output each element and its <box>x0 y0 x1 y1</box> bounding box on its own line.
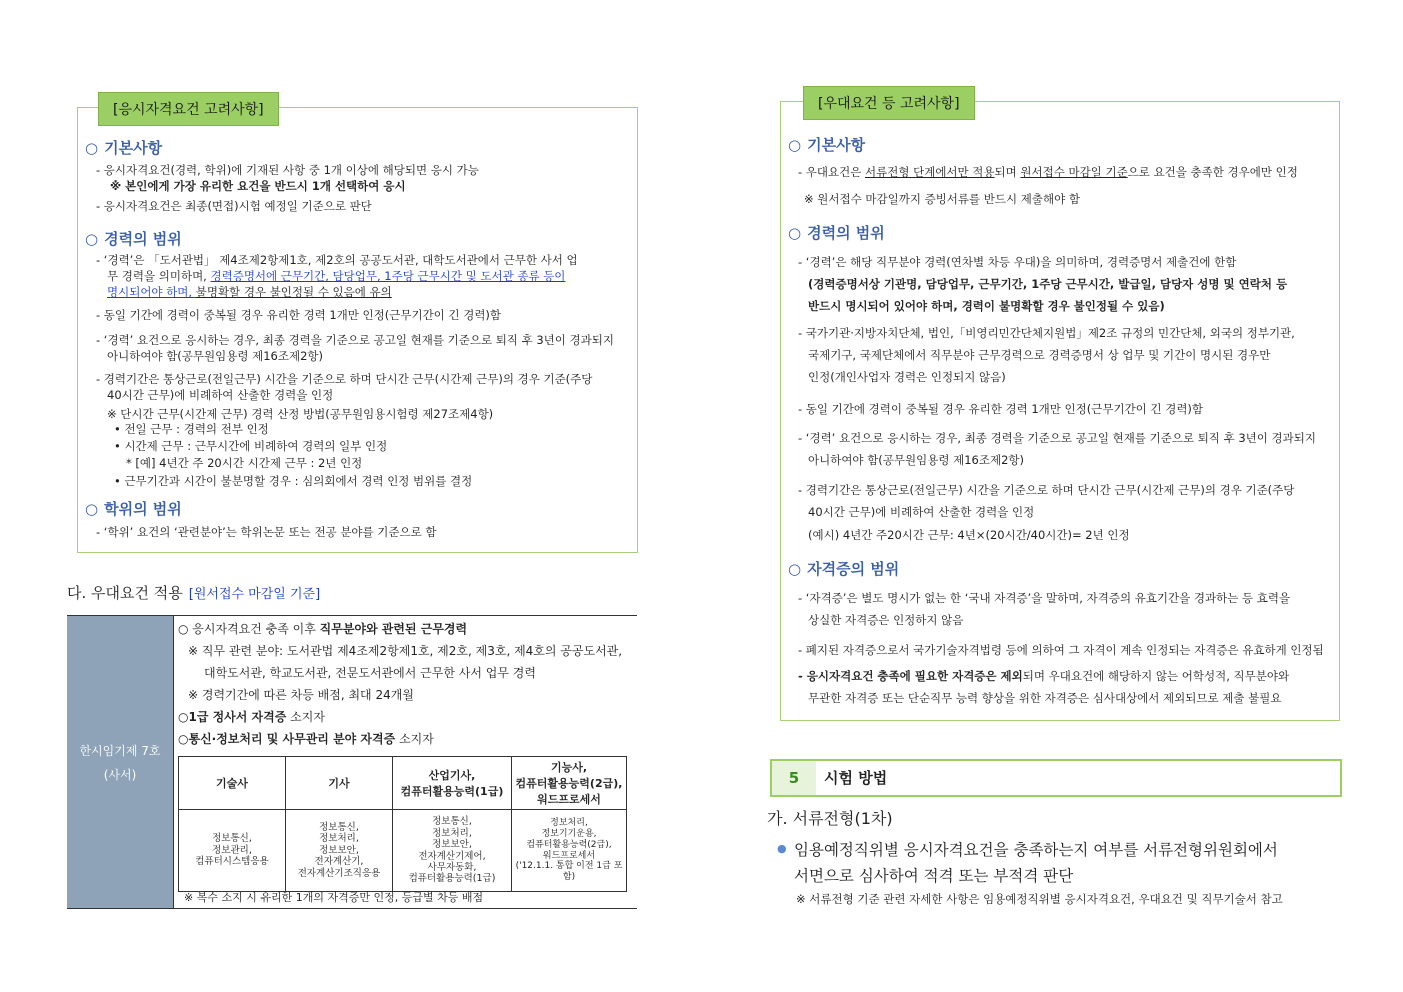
right-s2-line4: - 국가기관·지방자치단체, 법인,「비영리민간단체지원법」제2조 규정의 민간단체, 외국의 정부기관, <box>798 326 1295 340</box>
right-box-tag: [우대요건 등 고려사항] <box>803 86 975 120</box>
left-s2-line3a: - ‘경력’ 요건으로 응시하는 경우, 최종 경력을 기준으로 공고일 현재를 기준으로 퇴직 후 3년이 경과되지 <box>96 333 614 347</box>
circle-icon: ○ <box>85 500 99 518</box>
bold-text: ○통신·정보처리 및 사무관리 분야 자격증 <box>178 732 396 746</box>
left-s2-line6: • 전일 근무 : 경력의 전부 인정 <box>114 422 269 436</box>
right-s1-line1 <box>798 164 1298 180</box>
section-title-text: 자격증의 범위 <box>807 560 900 578</box>
circle-icon: ○ <box>85 139 99 157</box>
certificate-table <box>178 756 627 892</box>
left-s2-line1a: - ‘경력’은 「도서관법」 제4조제2항제1호, 제2호의 공공도서관, 대학도서관에서 근무한 사서 업 <box>96 253 578 267</box>
right-s2-line5: 국제기구, 국제단체에서 직무분야 근무경력으로 경력증명서 상 업무 및 기간이 명시된 경우만 <box>808 348 1271 362</box>
cert-header-2: 기사 <box>286 757 393 810</box>
left-section-basic-title <box>85 137 162 158</box>
left-s2-line9: • 근무기간과 시간이 불분명할 경우 : 심의회에서 경력 인정 범위를 결정 <box>114 474 473 488</box>
pref-line6 <box>178 730 434 747</box>
text: 무 경력을 의미하며, <box>107 269 211 283</box>
section-title-text: 경력의 범위 <box>104 230 182 248</box>
certificate-table-body-row <box>179 810 627 892</box>
highlight-text: 명시되어야 하며, <box>107 285 196 299</box>
right-s2-line11: 40시간 근무)에 비례하여 산출한 경력을 인정 <box>808 505 1035 519</box>
right-s2-line2: (경력증명서상 기관명, 담당업무, 근무기간, 1주당 근무시간, 발급일, 담당자 성명 및 연락처 등 <box>808 277 1288 291</box>
text: 소지자 <box>286 710 325 724</box>
right-s3-line4 <box>798 668 1289 684</box>
right-s3-line5: 무관한 자격증 또는 단순직무 능력 향상을 위한 자격증은 심사대상에서 제외되므로 제출 불필요 <box>808 691 1282 705</box>
text: 으로 요건을 충족한 경우에만 인정 <box>1127 165 1298 179</box>
pref-line4: ※ 경력기간에 따른 차등 배점, 최대 24개월 <box>188 688 414 702</box>
right-s3-line3: - 폐지된 자격증으로서 국가기술자격법령 등에 의하여 그 자격이 계속 인정되는 자격증은 유효하게 인정됨 <box>798 643 1324 657</box>
right-s2-line8: - ‘경력’ 요건으로 응시하는 경우, 최종 경력을 기준으로 공고일 현재를 기준으로 퇴직 후 3년이 경과되지 <box>798 431 1316 445</box>
text: 되며 <box>994 165 1021 179</box>
underlined-text: 서류전형 단계에서만 적용 <box>865 165 995 179</box>
cert-header-1: 기술사 <box>179 757 286 810</box>
left-section-degree-title <box>85 498 182 519</box>
left-s1-line2: ※ 본인에게 가장 유리한 요건을 반드시 1개 선택하여 응시 <box>110 179 406 193</box>
underlined-text: 불명확할 경우 불인정될 수 있음에 유의 <box>195 285 392 299</box>
heading-text: 다. 우대요건 적용 <box>67 584 183 602</box>
circle-icon: ○ <box>788 224 802 242</box>
left-s2-line4b: 40시간 근무)에 비례하여 산출한 경력을 인정 <box>107 388 334 402</box>
left-s2-line8: * [예] 4년간 주 20시간 시간제 근무 : 2년 인정 <box>126 456 363 470</box>
section5-subheading: 가. 서류전형(1차) <box>767 809 893 828</box>
left-box-tag: [응시자격요건 고려사항] <box>98 92 279 126</box>
row-label-line2: (사서) <box>103 768 137 782</box>
preferred-heading <box>67 582 320 603</box>
left-s2-line1b <box>107 268 565 284</box>
certificate-table-header-row <box>179 757 627 810</box>
row-label-line1: 한시임기제 7호 <box>79 744 161 758</box>
left-s2-line1c <box>107 284 392 300</box>
section-title-text: 경력의 범위 <box>807 224 885 242</box>
pref-line2: ※ 직무 관련 분야: 도서관법 제4조제2항제1호, 제2호, 제3호, 제4호의 공공도서관, <box>188 644 623 658</box>
right-s2-line9: 아니하여야 함(공무원임용령 제16조제2항) <box>808 453 1024 467</box>
section-title-text: 기본사항 <box>104 139 163 157</box>
text: ○ 응시자격요건 충족 이후 <box>178 622 320 636</box>
pref-note: ※ 복수 소지 시 유리한 1개의 자격증만 인정, 등급별 차등 배점 <box>184 891 484 904</box>
preferred-frame-bottom <box>67 908 637 909</box>
right-section-cert-title <box>788 558 899 579</box>
section5-bullet-line2: 서면으로 심사하여 적격 또는 부적격 판단 <box>794 867 1074 885</box>
text: 소지자 <box>395 732 434 746</box>
pref-line1 <box>178 620 467 637</box>
left-s2-line4a: - 경력기간은 통상근로(전일근무) 시간을 기준으로 하며 단시간 근무(시간제 근무)의 경우 기준(주당 <box>96 372 593 386</box>
right-section-career-title <box>788 222 885 243</box>
right-s1-line2: ※ 원서접수 마감일까지 증빙서류를 반드시 제출해야 함 <box>804 192 1080 206</box>
right-s2-line3: 반드시 명시되어 있어야 하며, 경력이 불명확할 경우 불인정될 수 있음) <box>808 299 1165 313</box>
highlight-text: 경력증명서에 근무기간, 담당업무, 1주당 근무시간 및 도서관 종류 등이 <box>210 269 566 283</box>
section-title-text: 학위의 범위 <box>104 500 182 518</box>
left-s2-line3b: 아니하여야 함(공무원임용령 제16조제2항) <box>107 349 323 363</box>
text: 되며 우대요건에 해당하지 않는 어학성적, 직무분야와 <box>1022 669 1290 683</box>
section5-note: ※ 서류전형 기준 관련 자세한 사항은 임용예정직위별 응시자격요건, 우대요건 및 직무기술서 참고 <box>796 892 1283 906</box>
circle-icon: ○ <box>788 560 802 578</box>
right-s2-line7: - 동일 기간에 경력이 중복될 경우 유리한 경력 1개만 인정(근무기간이 긴 경력)함 <box>798 402 1204 416</box>
bullet-icon: ● <box>777 842 787 855</box>
bold-text: - 응시자격요건 충족에 필요한 자격증은 제외 <box>798 669 1023 683</box>
heading-sub: [원서접수 마감일 기준] <box>188 587 321 602</box>
right-section-basic-title <box>788 134 865 155</box>
section5-bar <box>770 759 1342 797</box>
cert-cell-2: 정보통신, 정보처리, 정보보안, 전자계산기, 전자계산기조직응용 <box>286 810 393 892</box>
section5-bullet-line1: 임용예정직위별 응시자격요건을 충족하는지 여부를 서류전형위원회에서 <box>794 841 1278 859</box>
circle-icon: ○ <box>85 230 99 248</box>
bold-text: 직무분야와 관련된 근무경력 <box>319 622 468 636</box>
cert-cell-1: 정보통신, 정보관리, 컴퓨터시스템응용 <box>179 810 286 892</box>
left-s1-line1: - 응시자격요건(경력, 학위)에 기재된 사항 중 1개 이상에 해당되면 응시 가능 <box>96 163 479 177</box>
cert-cell-4: 정보처리, 정보기기운용, 컴퓨터활용능력(2급), 워드프로세서 ('12.1.1. 통합 이전 1급 포함) <box>512 810 627 892</box>
bold-text: ○1급 정사서 자격증 <box>178 710 287 724</box>
underlined-text: 원서접수 마감일 기준 <box>1020 165 1128 179</box>
cert-header-4: 기능사, 컴퓨터활용능력(2급), 워드프로세서 <box>512 757 627 810</box>
pref-line5 <box>178 708 325 725</box>
cert-cell-3: 정보통신, 정보처리, 정보보안, 전자계산기제어, 사무자동화, 컴퓨터활용능력(1급) <box>393 810 512 892</box>
pref-line3: 대학도서관, 학교도서관, 전문도서관에서 근무한 사서 업무 경력 <box>204 666 536 680</box>
cert-header-3: 산업기사, 컴퓨터활용능력(1급) <box>393 757 512 810</box>
left-s2-line7: • 시간제 근무 : 근무시간에 비례하여 경력의 일부 인정 <box>114 439 388 453</box>
left-s3-line1: - ‘학위’ 요건의 ‘관련분야’는 학위논문 또는 전공 분야를 기준으로 함 <box>96 525 437 539</box>
right-s2-line10: - 경력기간은 통상근로(전일근무) 시간을 기준으로 하며 단시간 근무(시간제 근무)의 경우 기준(주당 <box>798 483 1295 497</box>
left-s2-line5: ※ 단시간 근무(시간제 근무) 경력 산정 방법(공무원임용시험령 제27조제4항) <box>107 407 494 421</box>
right-s2-line12: (예시) 4년간 주20시간 근무: 4년×(20시간/40시간)= 2년 인정 <box>808 528 1130 542</box>
text: - 우대요건은 <box>798 165 866 179</box>
section5-title: 시험 방법 <box>824 769 888 787</box>
right-s2-line6: 인정(개인사업자 경력은 인정되지 않음) <box>808 370 1006 384</box>
preferred-row-label-cell <box>67 616 174 908</box>
left-s1-line3: - 응시자격요건은 최종(면접)시험 예정일 기준으로 판단 <box>96 199 372 213</box>
section5-number: 5 <box>772 761 816 795</box>
right-s3-line1: - ‘자격증’은 별도 명시가 없는 한 ‘국내 자격증’을 말하며, 자격증의 유효기간을 경과하는 등 효력을 <box>798 591 1291 605</box>
circle-icon: ○ <box>788 136 802 154</box>
left-s2-line2: - 동일 기간에 경력이 중복될 경우 유리한 경력 1개만 인정(근무기간이 긴 경력)함 <box>96 308 502 322</box>
right-s2-line1: - ‘경력’은 해당 직무분야 경력(연차별 차등 우대)을 의미하며, 경력증명서 제출건에 한함 <box>798 255 1237 269</box>
right-s3-line2: 상실한 자격증은 인정하지 않음 <box>808 613 964 627</box>
left-section-career-title <box>85 228 182 249</box>
section-title-text: 기본사항 <box>807 136 866 154</box>
